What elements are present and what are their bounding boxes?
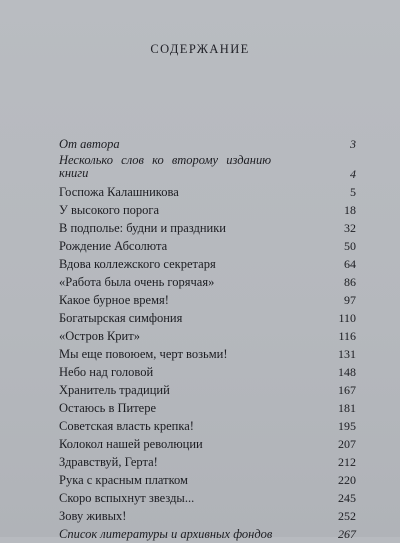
toc-entry-page: 245 xyxy=(338,491,356,505)
toc-entry-page: 3 xyxy=(350,137,356,151)
toc-entry-page: 195 xyxy=(338,419,356,433)
toc-entry xyxy=(59,183,359,201)
toc-entry-page: 212 xyxy=(338,455,356,469)
toc-entry xyxy=(59,219,359,237)
toc-entry-page: 50 xyxy=(344,239,356,253)
toc-entry xyxy=(59,471,359,489)
toc-entry xyxy=(59,435,359,453)
toc-entry-label: «Остров Крит» xyxy=(59,329,140,343)
toc-entry-label-line1: Несколько слов ко второму изданию xyxy=(59,153,272,167)
toc-entry-page: 97 xyxy=(344,293,356,307)
toc-entry-label: Остаюсь в Питере xyxy=(59,401,157,415)
table-of-contents xyxy=(59,135,359,543)
toc-entry-page: 4 xyxy=(350,167,356,181)
toc-entry xyxy=(59,255,359,273)
toc-entry xyxy=(59,327,359,345)
toc-entry-label: Мы еще повоюем, черт возьми! xyxy=(59,347,228,361)
toc-entry-label: Какое бурное время! xyxy=(59,293,169,307)
toc-entry-label: Хранитель традиций xyxy=(59,383,170,397)
toc-entry-label: «Работа была очень горячая» xyxy=(59,275,215,289)
toc-entry-second-edition xyxy=(59,153,359,183)
toc-entry-bibliography xyxy=(59,525,359,543)
toc-entry-page: 32 xyxy=(344,221,356,235)
toc-entry-page: 64 xyxy=(344,257,356,271)
toc-entry-page: 86 xyxy=(344,275,356,289)
toc-entry-page: 167 xyxy=(338,383,356,397)
toc-entry xyxy=(59,417,359,435)
toc-entry xyxy=(59,309,359,327)
toc-entry-label: Скоро вспыхнут звезды... xyxy=(59,491,195,505)
toc-entry xyxy=(59,399,359,417)
toc-entry xyxy=(59,273,359,291)
toc-entry-label-line2: книги xyxy=(59,166,89,180)
toc-entry-page: 18 xyxy=(344,203,356,217)
toc-entry xyxy=(59,201,359,219)
toc-entry xyxy=(59,291,359,309)
toc-entry-label: Богатырская симфония xyxy=(59,311,183,325)
toc-entry-label: Рука с красным платком xyxy=(59,473,188,487)
toc-entry-label: Советская власть крепка! xyxy=(59,419,194,433)
toc-entry-page: 5 xyxy=(350,185,356,199)
toc-entry-label: Зову живых! xyxy=(59,509,127,523)
toc-entry-label: Здравствуй, Герта! xyxy=(59,455,158,469)
toc-entry xyxy=(59,345,359,363)
toc-entry-page: 207 xyxy=(338,437,356,451)
toc-entry xyxy=(59,507,359,525)
toc-entry xyxy=(59,453,359,471)
toc-entry-label: Вдова коллежского секретаря xyxy=(59,257,216,271)
toc-entry xyxy=(59,237,359,255)
toc-entry-label: Небо над головой xyxy=(59,365,154,379)
toc-entry-page: 252 xyxy=(338,509,356,523)
toc-entry-page: 181 xyxy=(338,401,356,415)
toc-entry-label: От автора xyxy=(59,137,120,151)
toc-entry-page: 131 xyxy=(338,347,356,361)
toc-entry-label: Список литературы и архивных фондов xyxy=(59,527,273,541)
toc-entry-page: 148 xyxy=(338,365,356,379)
toc-entry-label: В подполье: будни и праздники xyxy=(59,221,226,235)
toc-entry xyxy=(59,363,359,381)
toc-entry-page: 220 xyxy=(338,473,356,487)
page-title: СОДЕРЖАНИЕ xyxy=(150,42,250,56)
toc-entry-label: Рождение Абсолюта xyxy=(59,239,168,253)
toc-entry-page: 110 xyxy=(338,311,356,325)
toc-entry-label: У высокого порога xyxy=(59,203,160,217)
toc-entry-page: 116 xyxy=(338,329,356,343)
toc-entry-page: 267 xyxy=(338,527,356,541)
toc-entry-label: Колокол нашей революции xyxy=(59,437,203,451)
toc-entry xyxy=(59,381,359,399)
toc-entry-label: Госпожа Калашникова xyxy=(59,185,179,199)
toc-entry xyxy=(59,489,359,507)
toc-entry-from-author xyxy=(59,135,359,153)
